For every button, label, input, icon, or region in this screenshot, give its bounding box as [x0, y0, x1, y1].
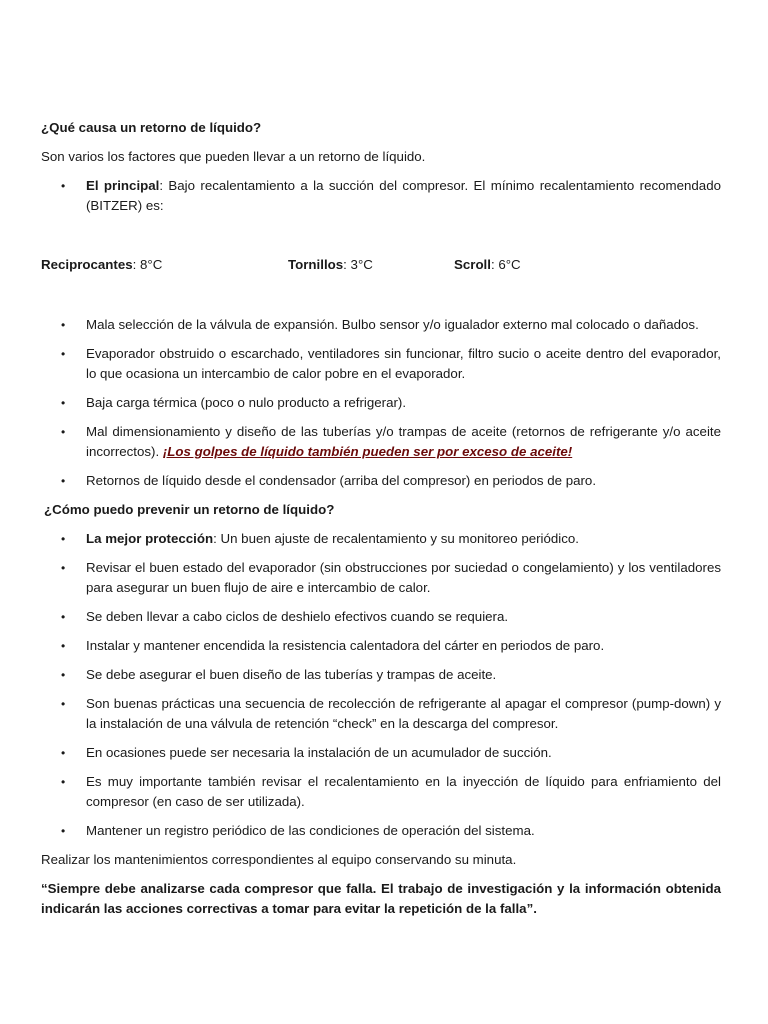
list-item-text: Baja carga térmica (poco o nulo producto a refrigerar). [86, 395, 407, 410]
list-item [41, 636, 721, 656]
list-item [41, 393, 721, 413]
bullet-icon: • [61, 561, 66, 575]
list-item-tubing [41, 422, 721, 462]
temp-value: : 3°C [343, 257, 373, 272]
maintenance-paragraph: Realizar los mantenimientos correspondientes al equipo conservando su minuta. [41, 852, 517, 867]
bullet-icon: • [61, 639, 66, 653]
list-item-text: Instalar y mantener encendida la resistencia calentadora del cárter en periodos de paro. [86, 638, 605, 653]
principal-label: El principal [86, 178, 160, 193]
list-item-text: Mantener un registro periódico de las condiciones de operación del sistema. [86, 823, 535, 838]
list-item-text: Se debe asegurar el buen diseño de las tuberías y trampas de aceite. [86, 667, 497, 682]
list-item-text: Revisar el buen estado del evaporador (sin obstrucciones por suciedad o congelamiento) y los ventiladores para asegurar un buen flujo de aire e intercambio de calor. [86, 560, 721, 595]
list-item-text: Mala selección de la válvula de expansión. Bulbo sensor y/o igualador externo mal colocado o dañados. [86, 317, 699, 332]
temp-label: Tornillos [288, 257, 344, 272]
list-item [41, 665, 721, 685]
temp-value: : 8°C [132, 257, 163, 272]
list-item-text: Son buenas prácticas una secuencia de recolección de refrigerante al apagar el compresor (pump-down) y la instalación de una válvula de retención “check” en la descarga del compresor. [86, 696, 721, 731]
principal-text: : Bajo recalentamiento a la succión del compresor. El mínimo recalentamiento recomendado (BITZER) es: [86, 178, 721, 213]
intro-paragraph: Son varios los factores que pueden llevar a un retorno de líquido. [41, 149, 426, 164]
oil-warning: ¡Los golpes de líquido también pueden ser por exceso de aceite! [162, 444, 573, 459]
temp-reciprocantes [41, 255, 162, 275]
bullet-icon: • [61, 396, 66, 410]
temp-value: : 6°C [490, 257, 521, 272]
document-page [41, 118, 721, 919]
list-item-text: Mal dimensionamiento y diseño de las tuberías y/o trampas de aceite (retornos de refrigerante y/o aceite incorrectos). [86, 424, 721, 459]
list-item-text: En ocasiones puede ser necesaria la instalación de un acumulador de succión. [86, 745, 552, 760]
closing-quote: “Siempre debe analizarse cada compresor que falla. El trabajo de investigación y la información obtenida indicarán las acciones correctivas a tomar para evitar la repetición de la falla”. [41, 881, 721, 916]
bullet-icon: • [61, 532, 66, 546]
list-item-text: Evaporador obstruido o escarchado, ventiladores sin funcionar, filtro sucio o aceite dentro del evaporador, lo que ocasiona un intercambio de calor pobre en el evaporador. [86, 346, 721, 381]
list-item-text: Se deben llevar a cabo ciclos de deshielo efectivos cuando se requiera. [86, 609, 509, 624]
list-item [41, 344, 721, 384]
best-text: : Un buen ajuste de recalentamiento y su monitoreo periódico. [213, 531, 579, 546]
temp-label: Scroll [454, 257, 491, 272]
temp-label: Reciprocantes [41, 257, 133, 272]
bullet-icon: • [61, 697, 66, 711]
bullet-icon: • [61, 474, 66, 488]
causes-list [41, 315, 721, 491]
bullet-icon: • [61, 347, 66, 361]
list-item [41, 315, 721, 335]
list-item-text: Es muy importante también revisar el recalentamiento en la inyección de líquido para enfriamiento del compresor (en caso de ser utilizada). [86, 774, 721, 809]
bullet-icon: • [61, 746, 66, 760]
superheat-values-row [41, 255, 721, 275]
list-item [41, 694, 721, 734]
list-item [41, 471, 721, 491]
principal-list [41, 176, 721, 216]
list-item-text: Retornos de líquido desde el condensador (arriba del compresor) en periodos de paro. [86, 473, 597, 488]
temp-scroll [454, 255, 521, 275]
list-item-principal [41, 176, 721, 216]
list-item [41, 821, 721, 841]
list-item [41, 558, 721, 598]
bullet-icon: • [61, 318, 66, 332]
temp-tornillos [288, 255, 373, 275]
bullet-icon: • [61, 179, 66, 193]
bullet-icon: • [61, 610, 66, 624]
list-item [41, 743, 721, 763]
section-heading-prevention: ¿Cómo puedo prevenir un retorno de líquido? [44, 502, 335, 517]
bullet-icon: • [61, 824, 66, 838]
prevention-list [41, 529, 721, 841]
list-item [41, 607, 721, 627]
bullet-icon: • [61, 668, 66, 682]
bullet-icon: • [61, 775, 66, 789]
section-heading-causes: ¿Qué causa un retorno de líquido? [41, 120, 262, 135]
bullet-icon: • [61, 425, 66, 439]
list-item [41, 772, 721, 812]
best-label: La mejor protección [86, 531, 214, 546]
list-item-best [41, 529, 721, 549]
